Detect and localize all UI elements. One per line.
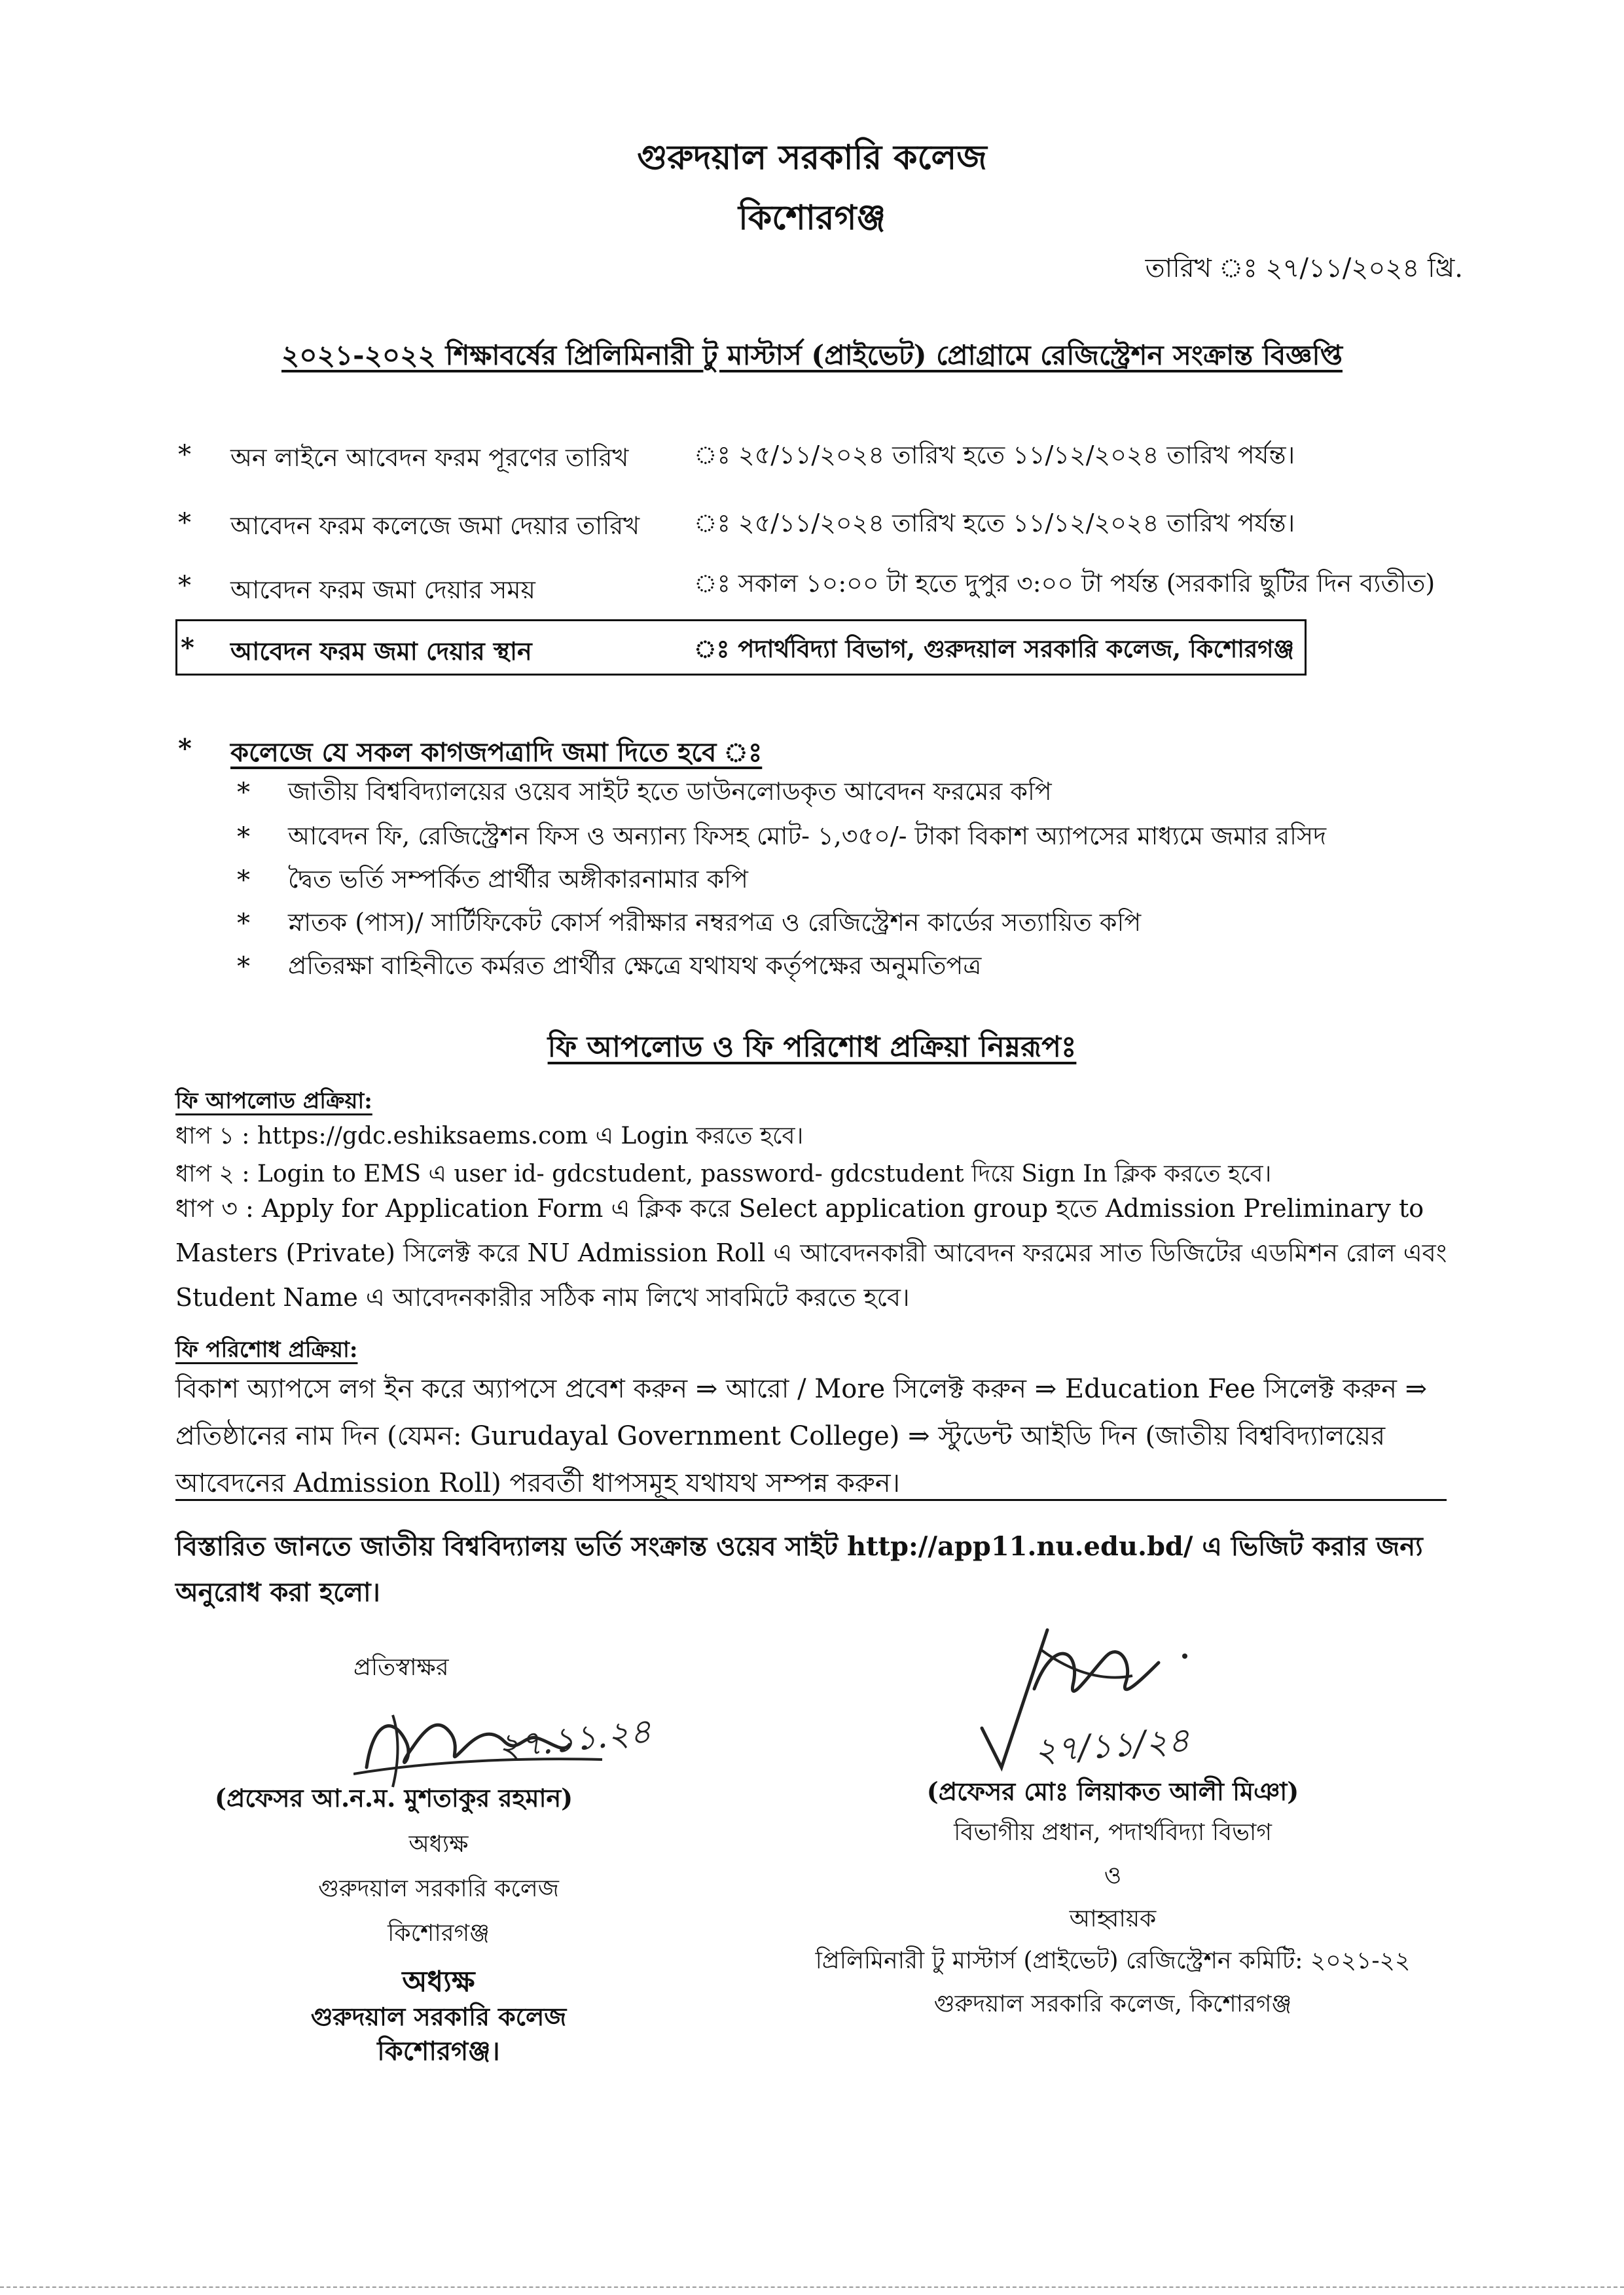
notice-date: তারিখ ঃ ২৭/১১/২০২৪ খ্রি. xyxy=(1145,253,1463,283)
document-item: স্নাতক (পাস)/ সার্টিফিকেট কোর্স পরীক্ষার নম্বরপত্র ও রেজিস্ট্রেশন কার্ডের সত্যায়িত কপি xyxy=(288,908,1142,937)
fee-upload-step-2: ধাপ ২ : Login to EMS এ user id- gdcstudent, password- gdcstudent দিয়ে Sign In ক্লিক করতে হবে। xyxy=(175,1161,1272,1187)
notice-page: গুরুদয়াল সরকারি কলেজ কিশোরগঞ্জ তারিখ ঃ ২৭/১১/২০২৪ খ্রি. ২০২১-২০২২ শিক্ষাবর্ষের প্রিলিমিনারী টু মাস্টার্স (প্রাইভেট) প্রোগ্রামে রেজিস্ট্রেশন সংক্রান্ত বিজ্ঞপ্তি * অন লাইনে আবেদন ফরম পূরণের তারিখ ঃ ২৫/১১/২০২৪ তারিখ হতে ১১/১২/২০২৪ তারিখ পর্যন্ত। * আবেদন ফরম কলেজে জমা দেয়ার তারিখ ঃ ২৫/১১/২০২৪ তারিখ হতে ১১/১২/২০২৪ তারিখ পর্যন্ত। * আবেদন ফরম জমা দেয়ার সময় ঃ সকাল ১০:০০ টা হতে দুপুর ৩:০০ টা পর্যন্ত (সরকারি ছুটির দিন ব্যতীত) * আবেদন ফরম জমা দেয়ার স্থান ঃ পদার্থবিদ্যা বিভাগ, গুরুদয়াল সরকারি কলেজ, কিশোরগঞ্জ * কলেজে যে সকল কাগজপত্রাদি জমা দিতে হবে ঃ * জাতীয় বিশ্ববিদ্যালয়ের ওয়েব সাইট হতে ডাউনলোডকৃত আবেদন ফরমের কপি * আবেদন ফি, রেজিস্ট্রেশন ফিস ও অন্যান্য ফিসহ মোট- ১,৩৫০/- টাকা বিকাশ অ্যাপসের মাধ্যমে জমার রসিদ * দ্বৈত ভর্তি সম্পর্কিত প্রার্থীর অঙ্গীকারনামার কপি * স্নাতক (পাস)/ সার্টিফিকেট কোর্স পরীক্ষার নম্বরপত্র ও রেজিস্ট্রেশন কার্ডের সত্যায়িত কপি * প্রতিরক্ষা বাহিনীতে কর্মরত প্রার্থীর ক্ষেত্রে যথাযথ কর্তৃপক্ষের অনুমতিপত্র ফি আপলোড ও ফি পরিশোধ প্রক্রিয়া নিম্নরূপঃ ফি আপলোড প্রক্রিয়া: ধাপ ১ : https://gdc.eshiksaems.com এ Login করতে হবে। ধাপ ২ : Login to EMS এ user id- gdcstudent, password- gdcstudent দিয়ে Sign In ক্লিক করতে হবে। ধাপ ৩ : Apply for Application Form এ ক্লিক করে Select application group হতে Admission Preliminary to Masters (Private) সিলেক্ট করে NU Admission Roll এ আবেদনকারী আবেদন ফরমের সাত ডিজিটের এডমিশন রোল এবং Student Name এ আবেদনকারীর সঠিক নাম লিখে সাবমিটে করতে হবে। ফি পরিশোধ প্রক্রিয়া: বিকাশ অ্যাপসে লগ ইন করে অ্যাপসে প্রবেশ করুন ⇒ আরো / More সিলেক্ট করুন ⇒ Education Fee সিলেক্ট করুন ⇒ প্রতিষ্ঠানের নাম দিন (যেমন: Gurudayal Government College) ⇒ স্টুডেন্ট আইডি দিন (জাতীয় বিশ্ববিদ্যালয়ের আবেদনের Admission Roll) পরবর্তী ধাপসমূহ যথাযথ সম্পন্ন করুন। বিস্তারিত জানতে জাতীয় বিশ্ববিদ্যালয় ভর্তি সংক্রান্ত ওয়েব সাইট http://app11.nu.edu.bd/ এ ভিজিট করার জন্য অনুরোধ করা হলো। প্রতিস্বাক্ষর ২৭.১১.২৪ (প্রফেসর আ.ন.ম. মুশতাকুর রহমান) অধ্যক্ষ গুরুদয়াল সরকারি কলেজ কিশোরগঞ্জ অধ্যক্ষ গুরুদয়াল সরকারি কলেজ কিশোরগঞ্জ। ২৭/১১/২৪ (প্রফেসর মোঃ লিয়াকত আলী মিঞা) বিভাগীয় প্রধান, পদার্থবিদ্যা বিভাগ ও আহ্বায়ক প্রিলিমিনারী টু মাস্টার্স (প্রাইভেট) রেজিস্ট্রেশন কমিটি: ২০২১-২২ গুরুদয়াল সরকারি কলেজ, কিশোরগঞ্জ xyxy=(0,0,1624,2295)
document-item: দ্বৈত ভর্তি সম্পর্কিত প্রার্থীর অঙ্গীকারনামার কপি xyxy=(288,865,748,894)
countersign-label: প্রতিস্বাক্ষর xyxy=(353,1654,449,1681)
bullet-star: * xyxy=(237,865,250,895)
right-signatory-college: গুরুদয়াল সরকারি কলেজ, কিশোরগঞ্জ xyxy=(933,1991,1292,2017)
fee-payment-heading: ফি পরিশোধ প্রক্রিয়া: xyxy=(175,1337,358,1363)
left-signatory-city: কিশোরগঞ্জ xyxy=(388,1920,490,1947)
document-item: জাতীয় বিশ্ববিদ্যালয়ের ওয়েব সাইট হতে ডাউনলোডকৃত আবেদন ফরমের কপি xyxy=(288,777,1052,806)
bullet-star: * xyxy=(181,632,194,663)
left-handwritten-date: ২৭.১১.২৪ xyxy=(496,1711,653,1767)
right-signatory-convener: আহ্বায়ক xyxy=(1069,1906,1157,1932)
document-item: প্রতিরক্ষা বাহিনীতে কর্মরত প্রার্থীর ক্ষেত্রে যথাযথ কর্তৃপক্ষের অনুমতিপত্র xyxy=(288,951,982,980)
schedule-value: ঃ সকাল ১০:০০ টা হতে দুপুর ৩:০০ টা পর্যন্ত (সরকারি ছুটির দিন ব্যতীত) xyxy=(694,569,1435,598)
left-signatory-college: গুরুদয়াল সরকারি কলেজ xyxy=(318,1875,559,1902)
schedule-label: আবেদন ফরম জমা দেয়ার স্থান xyxy=(230,636,532,666)
college-city: কিশোরগঞ্জ xyxy=(738,198,886,238)
schedule-value: ঃ ২৫/১১/২০২৪ তারিখ হতে ১১/১২/২০২৪ তারিখ পর্যন্ত। xyxy=(694,441,1295,469)
fee-payment-steps: বিকাশ অ্যাপসে লগ ইন করে অ্যাপসে প্রবেশ করুন ⇒ আরো / More সিলেক্ট করুন ⇒ Education Fee সিলেক্ট করুন ⇒ প্রতিষ্ঠানের নাম দিন (যেমন: Gurudayal Government College) ⇒ স্টুডেন্ট আইডি দিন (জাতীয় বিশ্ববিদ্যালয়ের আবেদনের Admission Roll) পরবর্তী ধাপসমূহ যথাযথ সম্পন্ন করুন। xyxy=(175,1374,1428,1498)
bullet-star: * xyxy=(178,508,191,538)
scan-edge-line xyxy=(0,2286,1624,2288)
college-name: গুরুদয়াল সরকারি কলেজ xyxy=(637,137,987,177)
schedule-label: আবেদন ফরম কলেজে জমা দেয়ার তারিখ xyxy=(230,511,640,540)
left-signatory-name: (প্রফেসর আ.ন.ম. মুশতাকুর রহমান) xyxy=(215,1783,573,1813)
document-item: আবেদন ফি, রেজিস্ট্রেশন ফিস ও অন্যান্য ফিসহ মোট- ১,৩৫০/- টাকা বিকাশ অ্যাপসের মাধ্যমে জমার রসিদ xyxy=(288,822,1327,850)
bullet-star: * xyxy=(178,571,191,601)
bullet-star: * xyxy=(178,733,192,764)
info-note: বিস্তারিত জানতে জাতীয় বিশ্ববিদ্যালয় ভর্তি সংক্রান্ত ওয়েব সাইট http://app11.nu.edu.bd/ এ ভিজিট করার জন্য অনুরোধ করা হলো। xyxy=(175,1531,1423,1608)
fee-section-title: ফি আপলোড ও ফি পরিশোধ প্রক্রিয়া নিম্নরূপঃ xyxy=(547,1030,1077,1064)
fee-upload-step-3: ধাপ ৩ : Apply for Application Form এ ক্লিক করে Select application group হতে Admission Preliminary to Masters (Private) সিলেক্ট করে NU Admission Roll এ আবেদনকারী আবেদন ফরমের সাত ডিজিটের এডমিশন রোল এবং Student Name এ আবেদনকারীর সঠিক নাম লিখে সাবমিটে করতে হবে। xyxy=(175,1194,1447,1312)
bullet-star: * xyxy=(237,822,250,852)
schedule-label: আবেদন ফরম জমা দেয়ার সময় xyxy=(230,575,535,604)
documents-heading: কলেজে যে সকল কাগজপত্রাদি জমা দিতে হবে ঃ xyxy=(230,737,763,768)
right-handwritten-date: ২৭/১১/২৪ xyxy=(1033,1720,1191,1771)
right-signatory-title: বিভাগীয় প্রধান, পদার্থবিদ্যা বিভাগ xyxy=(954,1819,1272,1846)
right-signatory-committee: প্রিলিমিনারী টু মাস্টার্স (প্রাইভেট) রেজিস্ট্রেশন কমিটি: ২০২১-২২ xyxy=(815,1947,1411,1974)
divider-line xyxy=(175,1499,1447,1501)
right-signatory-and: ও xyxy=(1104,1862,1122,1889)
fee-upload-step-1: ধাপ ১ : https://gdc.eshiksaems.com এ Login করতে হবে। xyxy=(175,1123,804,1149)
schedule-value: ঃ পদার্থবিদ্যা বিভাগ, গুরুদয়াল সরকারি কলেজ, কিশোরগঞ্জ xyxy=(694,634,1295,663)
bullet-star: * xyxy=(237,909,250,939)
fee-upload-heading: ফি আপলোড প্রক্রিয়া: xyxy=(175,1088,372,1114)
bullet-star: * xyxy=(237,778,250,808)
notice-title: ২০২১-২০২২ শিক্ষাবর্ষের প্রিলিমিনারী টু মাস্টার্স (প্রাইভেট) প্রোগ্রামে রেজিস্ট্রেশন সংক্রান্ত বিজ্ঞপ্তি xyxy=(281,339,1343,371)
bullet-star: * xyxy=(237,952,250,982)
schedule-value: ঃ ২৫/১১/২০২৪ তারিখ হতে ১১/১২/২০২৪ তারিখ পর্যন্ত। xyxy=(694,509,1295,537)
right-signatory-name: (প্রফেসর মোঃ লিয়াকত আলী মিঞা) xyxy=(926,1777,1299,1806)
bullet-star: * xyxy=(178,440,191,470)
left-signatory-title: অধ্যক্ষ xyxy=(408,1831,469,1858)
schedule-label: অন লাইনে আবেদন ফরম পূরণের তারিখ xyxy=(230,443,629,472)
